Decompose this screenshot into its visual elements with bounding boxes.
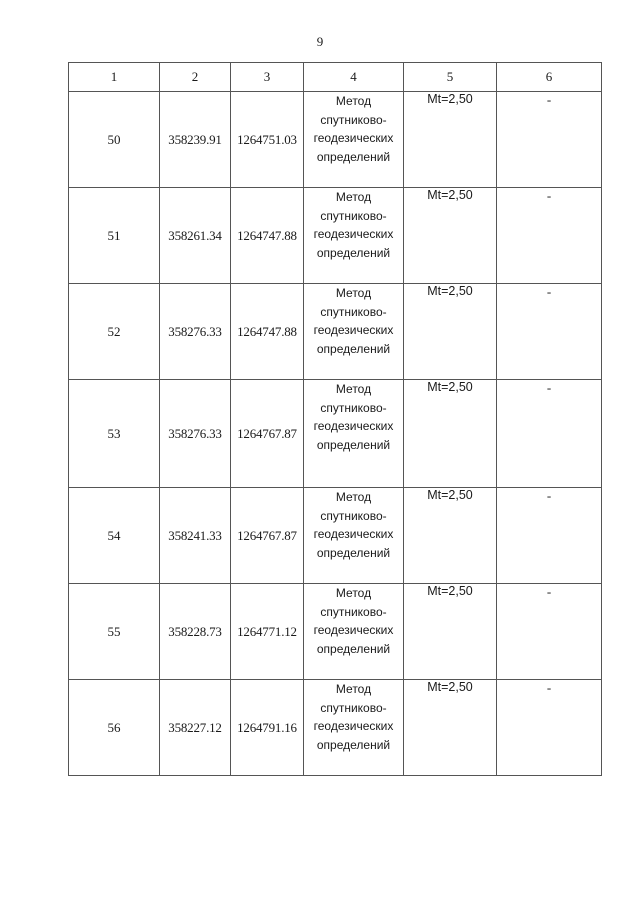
accuracy-value: Mt=2,50 (404, 92, 497, 188)
method-line: геодезических (313, 527, 394, 541)
coordinates-table (68, 62, 602, 776)
method-line: определений (316, 545, 391, 560)
note-value: - (497, 284, 602, 380)
method-line: спутниково- (320, 604, 387, 619)
point-number: 54 (69, 488, 160, 584)
method-line: спутниково- (320, 700, 387, 715)
method-cell (304, 188, 404, 284)
coordinate-y: 1264747.88 (231, 284, 304, 380)
table-row (69, 92, 602, 188)
page-number: 9 (316, 34, 324, 49)
coordinate-x: 358239.91 (160, 92, 231, 188)
method-line: определений (316, 641, 391, 656)
table-row (69, 380, 602, 488)
point-number: 56 (69, 680, 160, 776)
method-line: геодезических (313, 227, 394, 241)
table-row (69, 584, 602, 680)
method-line: геодезических (313, 419, 394, 433)
header-cell: 6 (497, 63, 602, 92)
coordinate-y: 1264767.87 (231, 380, 304, 488)
method-cell (304, 284, 404, 380)
note-value: - (497, 380, 602, 488)
method-line: Метод (335, 286, 372, 300)
coordinate-y: 1264747.88 (231, 188, 304, 284)
method-cell (304, 584, 404, 680)
note-value: - (497, 188, 602, 284)
table-header-row (69, 63, 602, 92)
method-cell (304, 488, 404, 584)
coordinate-x: 358227.12 (160, 680, 231, 776)
table-row (69, 188, 602, 284)
point-number: 51 (69, 188, 160, 284)
point-number: 52 (69, 284, 160, 380)
header-cell: 4 (304, 63, 404, 92)
method-line: определений (316, 737, 391, 752)
method-line: Метод (335, 490, 372, 504)
method-cell (304, 380, 404, 488)
method-line: Метод (335, 94, 372, 108)
accuracy-value: Mt=2,50 (404, 188, 497, 284)
method-line: спутниково- (320, 304, 387, 319)
coordinate-y: 1264767.87 (231, 488, 304, 584)
point-number: 50 (69, 92, 160, 188)
method-line: Метод (335, 586, 372, 600)
coordinate-x: 358228.73 (160, 584, 231, 680)
note-value: - (497, 488, 602, 584)
accuracy-value: Mt=2,50 (404, 680, 497, 776)
method-line: спутниково- (320, 508, 387, 523)
point-number: 53 (69, 380, 160, 488)
header-cell: 2 (160, 63, 231, 92)
method-line: Метод (335, 190, 372, 204)
table-row (69, 488, 602, 584)
method-line: Метод (335, 682, 372, 696)
coordinate-y: 1264771.12 (231, 584, 304, 680)
header-cell: 5 (404, 63, 497, 92)
method-line: геодезических (313, 131, 394, 145)
method-line: спутниково- (320, 208, 387, 223)
note-value: - (497, 584, 602, 680)
coordinate-x: 358241.33 (160, 488, 231, 584)
method-line: геодезических (313, 323, 394, 337)
note-value: - (497, 92, 602, 188)
coordinate-x: 358276.33 (160, 380, 231, 488)
coordinate-x: 358276.33 (160, 284, 231, 380)
table-row (69, 284, 602, 380)
method-line: геодезических (313, 623, 394, 637)
method-line: геодезических (313, 719, 394, 733)
method-line: определений (316, 437, 391, 452)
accuracy-value: Mt=2,50 (404, 380, 497, 488)
method-line: определений (316, 149, 391, 164)
method-line: определений (316, 245, 391, 260)
header-cell: 1 (69, 63, 160, 92)
coordinate-x: 358261.34 (160, 188, 231, 284)
point-number: 55 (69, 584, 160, 680)
method-cell (304, 680, 404, 776)
accuracy-value: Mt=2,50 (404, 488, 497, 584)
method-line: спутниково- (320, 400, 387, 415)
method-line: Метод (335, 382, 372, 396)
note-value: - (497, 680, 602, 776)
coordinate-y: 1264751.03 (231, 92, 304, 188)
table-row (69, 680, 602, 776)
method-line: спутниково- (320, 112, 387, 127)
accuracy-value: Mt=2,50 (404, 284, 497, 380)
method-line: определений (316, 341, 391, 356)
coordinate-y: 1264791.16 (231, 680, 304, 776)
header-cell: 3 (231, 63, 304, 92)
method-cell (304, 92, 404, 188)
accuracy-value: Mt=2,50 (404, 584, 497, 680)
